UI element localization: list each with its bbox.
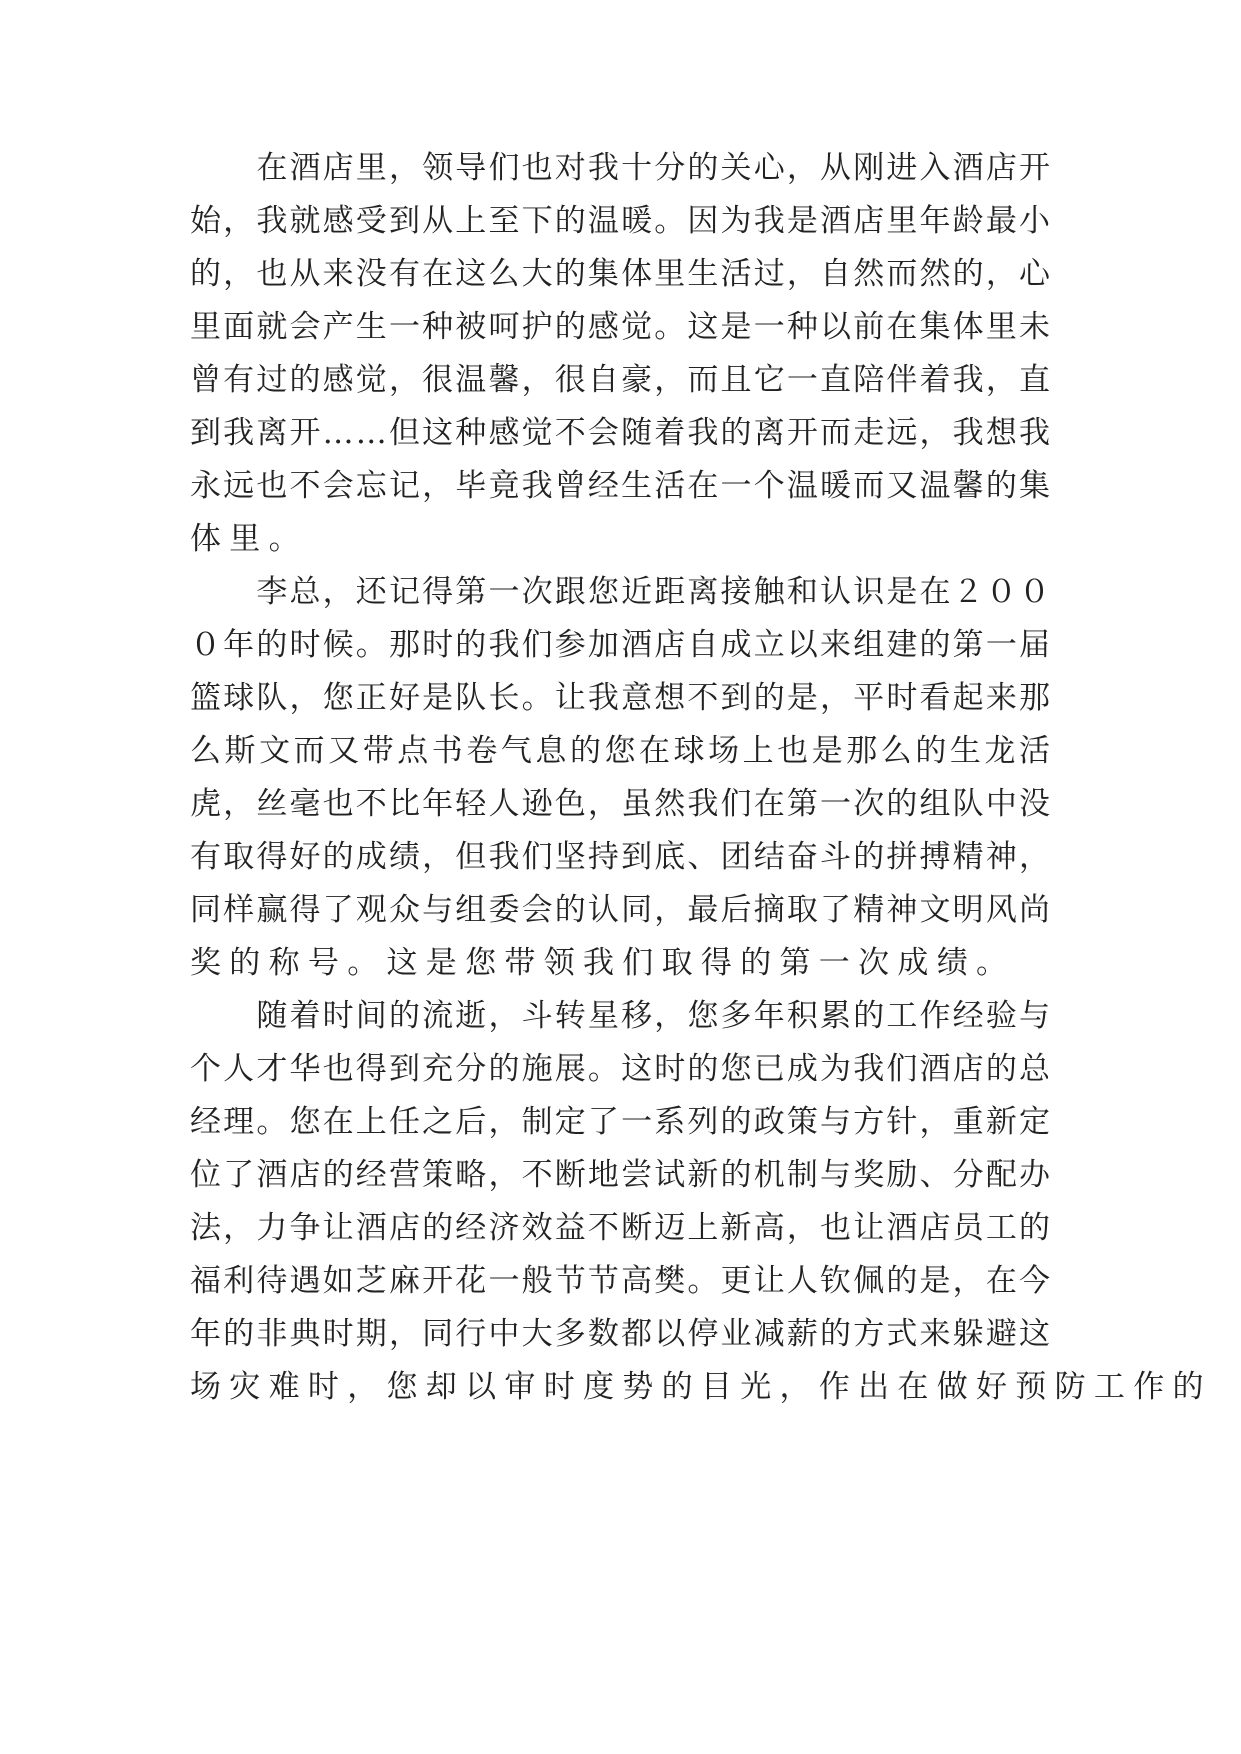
text-line: 始，我就感受到从上至下的温暖。因为我是酒店里年龄最小 <box>190 203 1053 239</box>
text-line: 福利待遇如芝麻开花一般节节高樊。更让人钦佩的是，在今 <box>190 1263 1053 1299</box>
text-line: 法，力争让酒店的经济效益不断迈上新高，也让酒店员工的 <box>190 1210 1053 1246</box>
text-line: 虎，丝毫也不比年轻人逊色，虽然我们在第一次的组队中没 <box>190 786 1053 822</box>
text-line: 到我离开……但这种感觉不会随着我的离开而走远，我想我 <box>190 415 1053 451</box>
text-line: ０年的时候。那时的我们参加酒店自成立以来组建的第一届 <box>190 627 1053 663</box>
text-line: 有取得好的成绩，但我们坚持到底、团结奋斗的拼搏精神， <box>190 839 1053 875</box>
text-line: 同样赢得了观众与组委会的认同，最后摘取了精神文明风尚 <box>190 892 1053 928</box>
text-line: 永远也不会忘记，毕竟我曾经生活在一个温暖而又温馨的集 <box>190 468 1053 504</box>
text-line: 位了酒店的经营策略，不断地尝试新的机制与奖励、分配办 <box>190 1157 1053 1193</box>
text-line: 的，也从来没有在这么大的集体里生活过，自然而然的，心 <box>190 256 1053 292</box>
text-line: 里面就会产生一种被呵护的感觉。这是一种以前在集体里未 <box>190 309 1053 345</box>
text-line: 体里。 <box>190 521 308 557</box>
text-line: 奖的称号。这是您带领我们取得的第一次成绩。 <box>190 945 1016 981</box>
text-line: 曾有过的感觉，很温馨，很自豪，而且它一直陪伴着我，直 <box>190 362 1053 398</box>
text-line: 经理。您在上任之后，制定了一系列的政策与方针，重新定 <box>190 1104 1053 1140</box>
text-line: 场灾难时，您却以审时度势的目光，作出在做好预防工作的 <box>190 1369 1212 1405</box>
text-line: 在酒店里，领导们也对我十分的关心，从刚进入酒店开 <box>190 150 1053 186</box>
text-line: 篮球队，您正好是队长。让我意想不到的是，平时看起来那 <box>190 680 1053 716</box>
text-line: 么斯文而又带点书卷气息的您在球场上也是那么的生龙活 <box>190 733 1054 769</box>
text-line: 年的非典时期，同行中大多数都以停业减薪的方式来躲避这 <box>190 1316 1053 1352</box>
text-line: 随着时间的流逝，斗转星移，您多年积累的工作经验与 <box>190 998 1053 1034</box>
text-line: 个人才华也得到充分的施展。这时的您已成为我们酒店的总 <box>190 1051 1053 1087</box>
text-line: 李总，还记得第一次跟您近距离接触和认识是在２００ <box>190 574 1053 610</box>
